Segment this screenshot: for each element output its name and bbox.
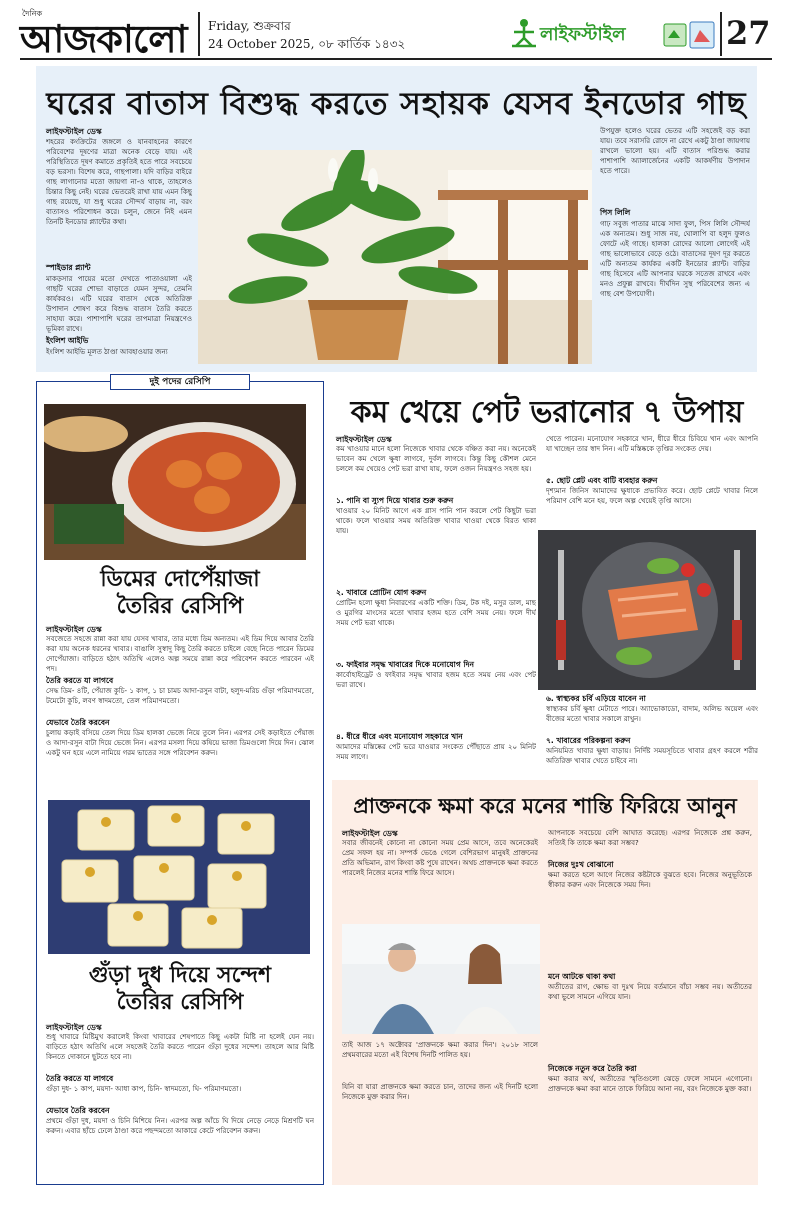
egg-curry-photo [44, 404, 306, 560]
recipe1-ingredients: সেদ্ধ ডিম- ৪টি, পেঁয়াজ কুচি- ১ কাপ, ১ চা চামচ আদা-রসুন বাটা, হলুদ-মরিচ গুঁড়া পরিমাণমতো, টমেটো কুচি, লবণ স্বাদমতো, তেল পরিমাণমতো। [46, 687, 314, 705]
divider [720, 12, 722, 56]
recipe2-subhead: যেভাবে তৈরি করবেন [46, 1106, 110, 1115]
sandesh-photo [48, 800, 310, 954]
mid-story-subhead: ৫. ছোট প্লেট এবং বাটি ব্যবহার করুন [546, 476, 658, 485]
recipe2-title: তৈরির রেসিপি [116, 990, 244, 1015]
recipe1-method: চুলায় কড়াই বসিয়ে তেল দিয়ে ডিম হালকা ভেজে নিয়ে তুলে নিন। এরপর সেই কড়াইতে পেঁয়াজ ও আদা-রসুন বাটা দিয়ে ভেজে নিন। এরপর মসলা দিয়ে কষিয়ে ভাজা ডিমগুলো দিয়ে দিন। ঝোল একটু ঘন হয়ে এলে নামিয়ে গরম ভাতের সঙ্গে পরিবেশন করুন। [46, 729, 314, 757]
mid-story-text: দৃশ্যমান জিনিস আমাদের ক্ষুধাকে প্রভাবিত করে। ছোট প্লেটে খাবার নিলে পরিমাণ বেশি মনে হয়, ফলে অল্প খেয়েই তৃপ্তি আসে। [546, 487, 758, 505]
issue-day: Friday, শুক্রবার [208, 19, 291, 33]
top-story-subhead: পিস লিলি [600, 208, 631, 217]
brand-logo [20, 10, 187, 74]
yoga-figure-icon [510, 18, 538, 50]
brand-small: দৈনিক [22, 9, 43, 18]
recipe2-byline: লাইফস্টাইল ডেস্ক [46, 1023, 102, 1032]
top-story-byline: লাইফস্টাইল ডেস্ক [46, 127, 102, 136]
forgive-story-text: যিনি বা যারা প্রাক্তনকে ক্ষমা করতে চান, তাদের জন্য এই দিনটি হলো নিজেকে মুক্ত করার দিন। [342, 1083, 538, 1101]
recipe1-subhead: যেভাবে তৈরি করবেন [46, 718, 110, 727]
forgive-story-caption: তাই আজ ১৭ অক্টোবর 'প্রাক্তনকে ক্ষমা করার দিন'। ২০১৮ সালে প্রথমবারের মতো এই বিশেষ দিনটি পালিত হয়। [342, 1041, 538, 1059]
top-story-text-right: উপযুক্ত হলেও ঘরের ভেতর এটি সহজেই বড় করা যায়। তবে সরাসরি রোদে না রেখে একটু ঠাণ্ডা জায়গায় রাখলে ভালো হয়। এটি বাতাস পরিশুদ্ধ করার পাশাপাশি অ্যালার্জেনের একটি আকর্ষণীয় উপাদান হতে পারে। [600, 127, 750, 175]
top-story-subhead: ইংলিশ আইভি [46, 336, 89, 345]
recipe1-title: ডিমের দোপেঁয়াজা [100, 567, 260, 592]
forgive-story-subhead: নিজেকে নতুন করে তৈরি করা [548, 1064, 637, 1073]
top-story-text-left-3: ইংলিশ আইভি মূলত ঠাণ্ডা আবহাওয়ার জন্য [46, 348, 168, 356]
forgive-story-subhead: মনে আটকে থাকা কথা [548, 972, 616, 981]
forgive-story-byline: লাইফস্টাইল ডেস্ক [342, 829, 398, 838]
forgive-story-text: অতীতের রাগ, ক্ষোভ বা দুঃখ নিয়ে বর্তমানে বাঁচা সম্ভব নয়। অতীতের কথা ভুলে সামনে এগিয়ে যান। [548, 983, 752, 1001]
top-story-subhead: স্পাইডার প্ল্যান্ট [46, 263, 91, 272]
indoor-plant-photo [198, 150, 592, 364]
recipes-tag: দুই পদের রেসিপি [110, 374, 250, 390]
top-story-text-left: শহরের কংক্রিটের জঙ্গলে ও যানবাহনের কারণে পরিবেশের দূষণের মাত্রা অনেক বেড়ে যায়। এই পরিস্থিতিতে দূষণ কমাতে প্রকৃতিই হতে পারে সবচেয়ে বড় ভরসা। বিশেষ করে, গাছপালা। যদি বাড়ির বাইরে গাছ লাগানোর মতো জায়গা না-ও থাকে, তাহলেও চিন্তার কিছু নেই। ঘরের ভেতরেই রাখা যায় এমন কিছু গাছ রয়েছে, যা শুধু ঘরের সৌন্দর্য বাড়ায় না, বরং বাতাসও পরিশোধন করে। চলুন, জেনে নিই এমন তিনটি ইনডোর প্ল্যান্টের কথা। [46, 138, 192, 226]
recipe1-text: সবজেতে সহজে রান্না করা যায় যেসব খাবার, তার মধ্যে ডিম অন্যতম। এই ডিম দিয়ে আবার তৈরি করা যায় অনেক ধরনের খাবার। বাঙালি সুস্বাদু কিছু তৈরি করতে চাইলে বেছে নিতে পারেন ডিমের দোপেঁয়াজা। বাড়িতে হঠাৎ অতিথি এলেও অল্প সময়ে রান্না করে পরিবেশন করতে পারবেন এই পদ। [46, 635, 314, 673]
forgive-story-text: সবার জীবনেই কোনো না কোনো সময় প্রেম আসে, তবে অনেকেরই প্রেম সফল হয় না। সম্পর্ক ভেঙে গেলে বেশিরভাগ মানুষই প্রাক্তনের প্রতি অভিমান, রাগ কিংবা কষ্ট পুষে রাখেন। অথচ প্রাক্তনকে ক্ষমা করতে পারলেই নিজের মনের শান্তি ফিরে আসে। [342, 839, 538, 877]
recipe1-subhead: তৈরি করতে যা লাগবে [46, 676, 114, 685]
mid-story-subhead: ১. পানি বা স্যুপ দিয়ে খাবার শুরু করুন [336, 496, 454, 505]
section-title: লাইফস্টাইল [540, 24, 626, 45]
mid-story-text: স্বাস্থ্যকর চর্বি ক্ষুধা মেটাতে পারে। অ্যাভোকাডো, বাদাম, অলিভ অয়েল এবং বীজের মতো খাবার সকালে রাখুন। [546, 705, 758, 723]
mid-story-text: অনিয়মিত খাবার ক্ষুধা বাড়ায়। নির্দিষ্ট সময়সূচিতে খাবার গ্রহণ করলে শরীর অতিরিক্ত খাবার খেতে চাইবে না। [546, 747, 758, 765]
mid-story-text: প্রোটিন হলো ক্ষুধা নিবারণের একটি শক্তি। ডিম, টক দই, মসুর ডাল, মাছ ও মুরগির মাংসের মতো খাবার হজম হতে বেশি সময় নেয়। ফলে দীর্ঘ সময় পেট ভরা থাকে। [336, 599, 536, 627]
mid-story-subhead: ৭. খাবারের পরিকল্পনা করুন [546, 736, 631, 745]
masthead [20, 8, 772, 60]
mid-story-text: আমাদের মস্তিষ্কের পেট ভরে যাওয়ার সংকেত পৌঁছাতে প্রায় ২০ মিনিট সময় লাগে। [336, 743, 536, 761]
divider [198, 12, 200, 56]
mid-story-byline: লাইফস্টাইল ডেস্ক [336, 435, 392, 444]
mid-story-text: খাওয়ার ২০ মিনিট আগে এক গ্লাস পানি পান করলে পেট কিছুটা ভরা থাকে। ফলে খাওয়ার সময় অতিরিক্ত খাবার খাওয়া থেকে বিরত থাকা যায়। [336, 507, 536, 535]
forgive-story-text: ক্ষমা করতে হলে আগে নিজের কষ্টটাকে বুঝতে হবে। নিজের অনুভূতিকে স্বীকার করুন এবং নিজেকে সময় দিন। [548, 871, 752, 889]
forgive-story-text: ক্ষমা করার অর্থ, অতীতের স্মৃতিগুলো ঝেড়ে ফেলে সামনে এগোনো। প্রাক্তনকে ক্ষমা করা মানে তাকে ফিরিয়ে আনা নয়, বরং নিজেকে মুক্ত করা। [548, 1075, 752, 1093]
mid-story-subhead: ৪. ধীরে ধীরে এবং মনোযোগ সহকারে খান [336, 732, 463, 741]
recipe1-byline: লাইফস্টাইল ডেস্ক [46, 625, 102, 634]
salmon-plate-photo [538, 530, 756, 690]
recipe2-subhead: তৈরি করতে যা লাগবে [46, 1074, 114, 1083]
page-number: 27 [726, 14, 771, 52]
lifestyle-doodle-icon [660, 18, 718, 52]
brand-name: আজকালো [20, 16, 187, 61]
recipe2-title: গুঁড়া দুধ দিয়ে সন্দেশ [88, 963, 272, 988]
couple-photo [342, 924, 540, 1034]
top-story-text-right-2: গাঢ় সবুজ পাতার মাঝে সাদা ফুল, পিস লিলি সৌন্দর্য এক অন্যতম। শুধু সাজ নয়, ঘোলাপি বা হলুদ ফুলও ফোটে এই গাছে। হালকা রোদের আলো লোগেই এই গাছ ভালোভাবে বেড়ে ওঠে। বাতাসের দূষণ দূর করতে এটি অন্যতম কার্যকর একটি ইনডোর প্ল্যান্ট। বাড়ির গাছ হিসেবে এটি আপনার ঘরকে সতেজ রাখবে এবং মনও প্রফুল্ল রাখবে। দীর্ঘদিন সুস্থ পরিবেশের জন্য এ গাছ বেশ উপযোগী। [600, 220, 750, 298]
mid-story-text: কার্বোহাইড্রেট ও ফাইবার সমৃদ্ধ খাবার হজম হতে সময় নেয় এবং পেট ভরা রাখে। [336, 671, 536, 689]
mid-story-text: কম খাওয়ার মানে হলো নিজেকে খাবার থেকে বঞ্চিত করা নয়। অনেকেই ভাবেন কম খেলে ক্ষুধা লাগবে, দুর্বল লাগবে। কিন্তু কিছু কৌশল মেনে চললে কম খেয়েও পেট ভরা রাখা যায়, ফলে ওজন নিয়ন্ত্রণও সহজ হয়। [336, 445, 536, 473]
recipe1-title: তৈরির রেসিপি [116, 594, 244, 619]
forgive-story-text: আপনাকে সবচেয়ে বেশি আঘাত করেছে। এরপর নিজেকে প্রশ্ন করুন, সত্যিই কি তাকে ক্ষমা করা সম্ভব? [548, 829, 752, 847]
recipe2-method: প্রথমে গুঁড়া দুধ, ময়দা ও চিনি মিশিয়ে নিন। এরপর অল্প আঁচে ঘি দিয়ে নেড়ে নেড়ে মিশ্রণটি ঘন করুন। এবার ছাঁচে ঢেলে ঠাণ্ডা করে পছন্দমতো আকারে কেটে পরিবেশন করুন। [46, 1117, 314, 1135]
recipe2-text: শুধু খাবারে মিষ্টিমুখ করালেই কিংবা খাবারের শেষপাতে কিছু একটা মিষ্টি না হলেই যেন নয়। বাড়িতে হঠাৎ অতিথি এলে সহজেই তৈরি করতে পারেন গুঁড়া দুধের সন্দেশ। তাহলে আর মিষ্টি কিনতে দোকানে ছুটতে হবে না। [46, 1033, 314, 1061]
top-story-text-left-2: মাকড়সার পায়ের মতো দেখতে পাতাওয়ালা এই গাছটি ঘরের শোভা বাড়াতে যেমন সুন্দর, তেমনি কার্যকরও। এটি ঘরের বাতাস থেকে অতিরিক্ত উপাদান শোষণ করে বিশুদ্ধ বাতাস তৈরি করতে সাহায্য করে। পাশাপাশি ঘরের তাপমাত্রা নিয়ন্ত্রণেও ভূমিকা রাখে। [46, 275, 192, 333]
mid-story-title: কম খেয়ে পেট ভরানোর ৭ উপায় [350, 395, 744, 430]
mid-story-text: খেতে পারেন। মনোযোগ সহকারে খান, ধীরে ধীরে চিবিয়ে খান এবং আপনি যা খাচ্ছেন তার স্বাদ নিন। এটি মস্তিষ্ককে তৃপ্তির সংকেত দেয়। [546, 435, 758, 453]
recipe2-ingredients: গুঁড়া দুধ- ১ কাপ, ময়দা- আধা কাপ, চিনি- স্বাদমতো, ঘি- পরিমাণমতো। [46, 1085, 242, 1093]
mid-story-subhead: ২. খাবারে প্রোটিন যোগ করুন [336, 588, 427, 597]
issue-date: 24 October 2025, ০৮ কার্তিক ১৪৩২ [208, 37, 406, 51]
mid-story-subhead: ৩. ফাইবার সমৃদ্ধ খাবারের দিকে মনোযোগ দিন [336, 660, 474, 669]
top-story-title: ঘরের বাতাস বিশুদ্ধ করতে সহায়ক যেসব ইনডোর গাছ [46, 86, 747, 122]
mid-story-subhead: ৬. স্বাস্থ্যকর চর্বি এড়িয়ে যাবেন না [546, 694, 646, 703]
forgive-story-subhead: নিজের দুঃখ বোঝানো [548, 860, 614, 869]
forgive-story-title: প্রাক্তনকে ক্ষমা করে মনের শান্তি ফিরিয়ে আনুন [353, 794, 737, 818]
